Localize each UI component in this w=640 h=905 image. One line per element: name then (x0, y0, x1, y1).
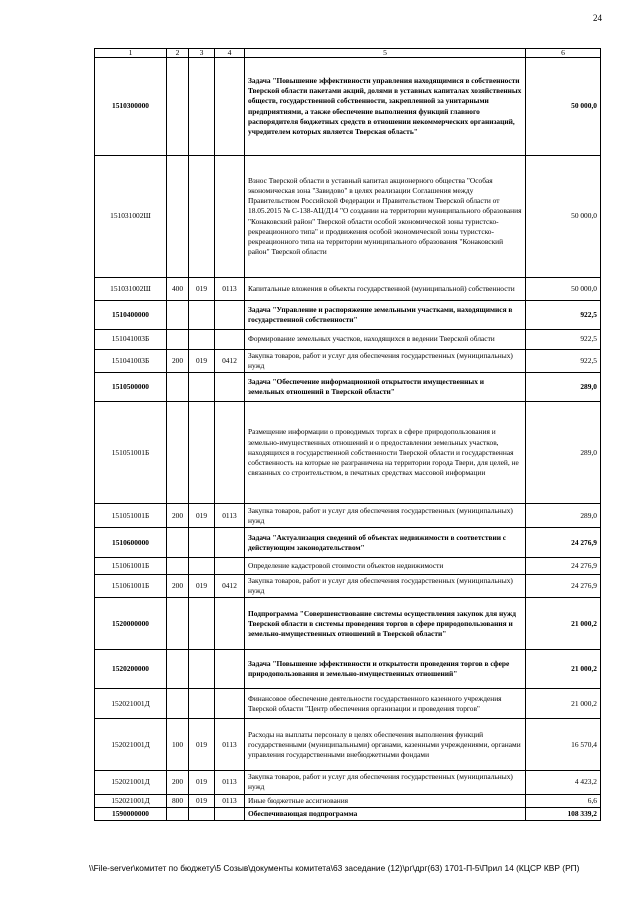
row-code-cell: 152021001Д (95, 794, 167, 807)
row-section-cell (215, 58, 245, 156)
row-expense-type-cell (167, 58, 189, 156)
row-ministry-cell: 019 (189, 794, 215, 807)
row-ministry-cell (189, 330, 215, 350)
row-section-cell: 0113 (215, 278, 245, 301)
budget-table-body (95, 49, 601, 821)
row-description-cell: Задача "Повышение эффективности и открытости проведения торгов в сфере природопользования и земельно-имущественных отношений" (245, 650, 526, 689)
row-ministry-cell (189, 689, 215, 719)
row-expense-type-cell: 200 (167, 771, 189, 794)
row-code-cell: 151051001Б (95, 402, 167, 504)
row-ministry-cell (189, 807, 215, 820)
row-amount-cell: 21 000,2 (526, 650, 601, 689)
table-row (95, 301, 601, 330)
table-row (95, 719, 601, 771)
row-ministry-cell: 019 (189, 719, 215, 771)
row-code-cell: 152021001Д (95, 689, 167, 719)
table-row (95, 794, 601, 807)
table-row (95, 350, 601, 373)
table-row (95, 504, 601, 528)
row-code-cell: 1590000000 (95, 807, 167, 820)
row-amount-cell: 50 000,0 (526, 156, 601, 278)
row-section-cell (215, 598, 245, 650)
row-amount-cell: 289,0 (526, 373, 601, 402)
row-section-cell (215, 402, 245, 504)
row-code-cell: 1520200000 (95, 650, 167, 689)
row-code-cell: 151041003Б (95, 350, 167, 373)
row-expense-type-cell (167, 301, 189, 330)
row-amount-cell: 21 000,2 (526, 598, 601, 650)
row-amount-cell: 50 000,0 (526, 58, 601, 156)
row-amount-cell: 6,6 (526, 794, 601, 807)
row-ministry-cell (189, 301, 215, 330)
row-expense-type-cell (167, 373, 189, 402)
page-number: 24 (593, 13, 602, 23)
row-section-cell (215, 301, 245, 330)
table-row (95, 771, 601, 794)
row-expense-type-cell (167, 156, 189, 278)
row-ministry-cell: 019 (189, 771, 215, 794)
row-expense-type-cell: 200 (167, 350, 189, 373)
table-row (95, 58, 601, 156)
row-amount-cell: 24 276,9 (526, 528, 601, 558)
row-ministry-cell (189, 58, 215, 156)
row-code-cell: 151031002Ш (95, 156, 167, 278)
row-amount-cell: 922,5 (526, 301, 601, 330)
row-ministry-cell (189, 402, 215, 504)
table-row (95, 650, 601, 689)
row-ministry-cell (189, 598, 215, 650)
row-amount-cell: 922,5 (526, 330, 601, 350)
row-section-cell: 0113 (215, 719, 245, 771)
header-col-2: 2 (167, 49, 189, 58)
row-expense-type-cell: 400 (167, 278, 189, 301)
row-description-cell: Иные бюджетные ассигнования (245, 794, 526, 807)
header-col-1: 1 (95, 49, 167, 58)
row-amount-cell: 24 276,9 (526, 558, 601, 575)
row-description-cell: Закупка товаров, работ и услуг для обеспечения государственных (муниципальных) нужд (245, 504, 526, 528)
row-ministry-cell: 019 (189, 350, 215, 373)
row-expense-type-cell: 800 (167, 794, 189, 807)
row-ministry-cell (189, 373, 215, 402)
row-amount-cell: 16 570,4 (526, 719, 601, 771)
header-col-4: 4 (215, 49, 245, 58)
table-row (95, 330, 601, 350)
row-expense-type-cell: 200 (167, 575, 189, 598)
row-ministry-cell: 019 (189, 504, 215, 528)
row-code-cell: 151041003Б (95, 330, 167, 350)
row-section-cell (215, 373, 245, 402)
row-section-cell (215, 330, 245, 350)
table-row (95, 689, 601, 719)
row-amount-cell: 289,0 (526, 504, 601, 528)
row-ministry-cell: 019 (189, 575, 215, 598)
row-expense-type-cell (167, 558, 189, 575)
row-code-cell: 151061001Б (95, 558, 167, 575)
row-code-cell: 1510600000 (95, 528, 167, 558)
row-description-cell: Закупка товаров, работ и услуг для обеспечения государственных (муниципальных) нужд (245, 350, 526, 373)
table-row (95, 278, 601, 301)
row-code-cell: 151061001Б (95, 575, 167, 598)
row-description-cell: Размещение информации о проводимых торгах в сфере природопользования и земельно-имущественных отношений и о предоставлении земельных участков, находящихся в государственной собственности Тверской области и государственная собственность на которые не разграничена на территории города Твери, для целей, не связанных со строительством, в печатных средствах массовой информации (245, 402, 526, 504)
row-code-cell: 1520000000 (95, 598, 167, 650)
row-code-cell: 1510500000 (95, 373, 167, 402)
row-section-cell (215, 558, 245, 575)
table-row (95, 575, 601, 598)
row-section-cell (215, 528, 245, 558)
row-description-cell: Расходы на выплаты персоналу в целях обеспечения выполнения функций государственными (муниципальными) органами, казенными учреждениями, органами управления государственными внебюджетными фондами (245, 719, 526, 771)
row-section-cell: 0412 (215, 575, 245, 598)
row-expense-type-cell (167, 598, 189, 650)
row-expense-type-cell (167, 689, 189, 719)
table-header-row (95, 49, 601, 58)
header-col-3: 3 (189, 49, 215, 58)
row-expense-type-cell: 200 (167, 504, 189, 528)
row-expense-type-cell: 100 (167, 719, 189, 771)
header-col-6: 6 (526, 49, 601, 58)
row-section-cell: 0113 (215, 504, 245, 528)
row-description-cell: Капитальные вложения в объекты государственной (муниципальной) собственности (245, 278, 526, 301)
row-expense-type-cell (167, 528, 189, 558)
row-description-cell: Задача "Обеспечение информационной открытости имущественных и земельных отношений в Тверской области" (245, 373, 526, 402)
row-amount-cell: 4 423,2 (526, 771, 601, 794)
footer-file-path: \\File-server\комитет по бюджету\5 Созыв\документы комитета\63 заседание (12)\рг\дрг(63) 1701-П-5\Прил 14 (КЦСР КВР (РП) (89, 863, 580, 873)
row-amount-cell: 922,5 (526, 350, 601, 373)
table-row (95, 373, 601, 402)
row-section-cell (215, 650, 245, 689)
row-description-cell: Задача "Актуализация сведений об объектах недвижимости в соответствии с действующим законодательством" (245, 528, 526, 558)
row-ministry-cell (189, 528, 215, 558)
row-section-cell: 0113 (215, 771, 245, 794)
row-expense-type-cell (167, 330, 189, 350)
row-code-cell: 1510300000 (95, 58, 167, 156)
row-section-cell (215, 156, 245, 278)
row-section-cell (215, 807, 245, 820)
row-description-cell: Закупка товаров, работ и услуг для обеспечения государственных (муниципальных) нужд (245, 771, 526, 794)
row-ministry-cell: 019 (189, 278, 215, 301)
row-description-cell: Обеспечивающая подпрограмма (245, 807, 526, 820)
row-code-cell: 152021001Д (95, 719, 167, 771)
row-section-cell: 0113 (215, 794, 245, 807)
row-expense-type-cell (167, 807, 189, 820)
row-code-cell: 1510400000 (95, 301, 167, 330)
row-section-cell (215, 689, 245, 719)
row-description-cell: Подпрограмма "Совершенствование системы осуществления закупок для нужд Тверской области в системы проведения торгов в сфере природопользования и земельно-имущественных отношений в Тверской области" (245, 598, 526, 650)
budget-table (94, 48, 601, 821)
row-amount-cell: 21 000,2 (526, 689, 601, 719)
row-amount-cell: 50 000,0 (526, 278, 601, 301)
row-description-cell: Задача "Повышение эффективности управления находящимися в собственности Тверской области пакетами акций, долями в уставных капиталах хозяйственных обществ, государственной собственности, закрепленной за унитарными предприятиями, а также обеспечение выполнения функций главного распорядителя бюджетных средств в отношении некоммерческих организаций, учредителем которых является Тверская область" (245, 58, 526, 156)
row-description-cell: Финансовое обеспечение деятельности государственного казенного учреждения Тверской области "Центр обеспечения организации и проведения торгов" (245, 689, 526, 719)
table-row (95, 558, 601, 575)
table-row (95, 598, 601, 650)
row-code-cell: 151051001Б (95, 504, 167, 528)
row-description-cell: Определение кадастровой стоимости объектов недвижимости (245, 558, 526, 575)
row-code-cell: 151031002Ш (95, 278, 167, 301)
row-description-cell: Взнос Тверской области в уставный капитал акционерного общества "Особая экономическая зона "Завидово" в целях реализации Соглашения между Правительством Российской Федерации и Правительством Тверской области от 18.05.2015 № С-138-АЦ/Д14 "О создании на территории муниципального образования "Конаковский район" Тверской области особой экономической зоны туристско-рекреационного типа" и продвижения особой экономической зоны туристско-рекреационного типа на территории муниципального образования "Конаковский район" Тверской области (245, 156, 526, 278)
row-section-cell: 0412 (215, 350, 245, 373)
row-amount-cell: 24 276,9 (526, 575, 601, 598)
row-code-cell: 152021001Д (95, 771, 167, 794)
row-ministry-cell (189, 650, 215, 689)
row-description-cell: Формирование земельных участков, находящихся в ведении Тверской области (245, 330, 526, 350)
row-amount-cell: 108 339,2 (526, 807, 601, 820)
row-ministry-cell (189, 156, 215, 278)
row-description-cell: Задача "Управление и распоряжение земельными участками, находящимися в государственной собственности" (245, 301, 526, 330)
table-row (95, 156, 601, 278)
row-description-cell: Закупка товаров, работ и услуг для обеспечения государственных (муниципальных) нужд (245, 575, 526, 598)
row-amount-cell: 289,0 (526, 402, 601, 504)
table-row (95, 807, 601, 820)
table-row (95, 528, 601, 558)
header-col-5: 5 (245, 49, 526, 58)
table-row (95, 402, 601, 504)
row-expense-type-cell (167, 650, 189, 689)
row-ministry-cell (189, 558, 215, 575)
row-expense-type-cell (167, 402, 189, 504)
